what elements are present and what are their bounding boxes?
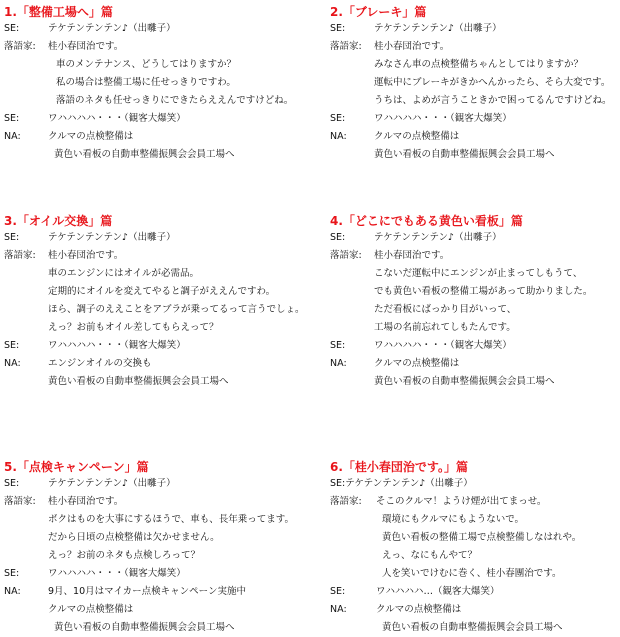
script-line	[4, 92, 304, 110]
line-text: 黄色い看板の自動車整備振興会会員工場へ	[48, 376, 229, 387]
speaker-label: 落語家:	[330, 496, 362, 507]
speaker-label: SE:	[4, 113, 20, 124]
script-line	[330, 547, 620, 565]
line-text: 黄色い看板の自動車整備振興会会員工場へ	[54, 622, 235, 633]
script-line	[330, 56, 620, 74]
script-section-2	[330, 4, 620, 164]
line-text: 黄色い看板の自動車整備振興会会員工場へ	[374, 149, 555, 160]
line-text: 9月、10月はマイカー点検キャンペーン実施中	[48, 586, 246, 597]
line-text: 黄色い看板の整備工場で点検整備しなはれや。	[382, 532, 582, 543]
script-line	[330, 529, 620, 547]
line-text: えっ？お前のネタも点検しろって？	[48, 550, 201, 561]
speaker-label: SE:	[4, 340, 20, 351]
line-text: クルマの点検整備は	[48, 604, 134, 615]
script-line	[330, 493, 620, 511]
speaker-label: SE:	[330, 232, 346, 243]
script-line	[4, 110, 304, 128]
script-line	[4, 337, 304, 355]
section-title: 4.「どこにでもある黄色い看板」篇	[330, 214, 523, 228]
line-text: クルマの点検整備は	[374, 358, 460, 369]
section-title: 6.「桂小春団治です。」篇	[330, 460, 468, 474]
line-text: 黄色い看板の自動車整備振興会会員工場へ	[54, 149, 235, 160]
speaker-label: 落語家:	[4, 496, 36, 507]
speaker-label: SE:	[330, 113, 346, 124]
speaker-label: SE:	[330, 340, 346, 351]
speaker-label: SE:テケテンテンテン♪（出囃子）	[330, 478, 473, 489]
line-text: 定期的にオイルを変えてやると調子がええんですわ。	[48, 286, 276, 297]
script-line	[330, 92, 620, 110]
script-line	[330, 128, 620, 146]
speaker-label: NA:	[4, 131, 21, 142]
script-line	[4, 146, 304, 164]
line-text: ワハハハハ・・・（観客大爆笑）	[48, 113, 186, 124]
speaker-label: SE:	[330, 586, 346, 597]
line-text: テケテンテンテン♪（出囃子）	[48, 478, 176, 489]
script-line	[4, 619, 304, 637]
speaker-label: NA:	[4, 586, 21, 597]
script-line	[330, 355, 620, 373]
script-section-1	[4, 4, 304, 164]
line-text: ただ看板にばっかり目がいって、	[374, 304, 517, 315]
script-line	[4, 601, 304, 619]
line-text: 黄色い看板の自動車整備振興会会員工場へ	[382, 622, 563, 633]
script-line	[330, 319, 620, 337]
script-line	[4, 301, 304, 319]
speaker-label: 落語家:	[330, 41, 362, 52]
script-line	[4, 565, 304, 583]
speaker-label: 落語家:	[4, 250, 36, 261]
speaker-label: NA:	[330, 131, 347, 142]
speaker-label: NA:	[4, 358, 21, 369]
line-text: 環境にもクルマにもようないで。	[382, 514, 525, 525]
line-text: ワハハハハ・・・（観客大爆笑）	[374, 340, 512, 351]
script-line	[4, 475, 304, 493]
script-line	[4, 373, 304, 391]
line-text: こないだ運転中にエンジンが止まってしもうて、	[374, 268, 583, 279]
script-line	[4, 583, 304, 601]
script-line	[330, 601, 620, 619]
line-text: 黄色い看板の自動車整備振興会会員工場へ	[374, 376, 555, 387]
script-line	[4, 247, 304, 265]
line-text: えっ、なにもんやて？	[382, 550, 478, 561]
speaker-label: SE:	[330, 23, 346, 34]
script-section-6	[330, 459, 620, 637]
script-line	[330, 511, 620, 529]
script-line	[4, 20, 304, 38]
script-line	[330, 301, 620, 319]
script-line	[330, 247, 620, 265]
line-text: 人を笑いでけむに巻く、桂小春團治です。	[382, 568, 562, 579]
script-line	[330, 229, 620, 247]
speaker-label: SE:	[4, 568, 20, 579]
section-title: 1.「整備工場へ」篇	[4, 5, 113, 19]
script-line	[330, 565, 620, 583]
line-text: えっ？お前もオイル差してもらえって？	[48, 322, 219, 333]
speaker-label: 落語家:	[330, 250, 362, 261]
script-line	[330, 337, 620, 355]
line-text: テケテンテンテン♪（出囃子）	[48, 23, 176, 34]
script-line	[330, 20, 620, 38]
script-line	[4, 74, 304, 92]
line-text: 桂小春団治です。	[374, 250, 450, 261]
script-line	[4, 319, 304, 337]
script-line	[330, 283, 620, 301]
line-text: ほら、調子のええことをアブラが乗ってるって言うでしょ。	[48, 304, 305, 315]
script-line	[4, 547, 304, 565]
line-text: ワハハハハ・・・（観客大爆笑）	[374, 113, 512, 124]
script-line	[330, 265, 620, 283]
speaker-label: NA:	[330, 604, 347, 615]
line-text: クルマの点検整備は	[376, 604, 462, 615]
line-text: クルマの点検整備は	[48, 131, 134, 142]
script-line	[4, 265, 304, 283]
line-text: 車のエンジンにはオイルが必需品。	[48, 268, 200, 279]
section-title: 2.「ブレーキ」篇	[330, 5, 427, 19]
section-title: 3.「オイル交換」篇	[4, 214, 113, 228]
line-text: でも黄色い看板の整備工場があって助かりました。	[374, 286, 593, 297]
line-text: クルマの点検整備は	[374, 131, 460, 142]
line-text: エンジンオイルの交換も	[48, 358, 152, 369]
line-text: 車のメンテナンス、どうしてはりますか？	[56, 59, 237, 70]
script-line	[4, 529, 304, 547]
line-text: 桂小春団治です。	[48, 496, 124, 507]
line-text: うちは、よめが言うこときかで困ってるんですけどね。	[374, 95, 612, 106]
line-text: 桂小春団治です。	[48, 41, 124, 52]
script-line	[4, 355, 304, 373]
script-section-5	[4, 459, 304, 637]
script-line	[330, 146, 620, 164]
script-line	[330, 74, 620, 92]
script-line	[4, 283, 304, 301]
speaker-label: SE:	[4, 232, 20, 243]
script-line	[330, 373, 620, 391]
section-title: 5.「点検キャンペーン」篇	[4, 460, 149, 474]
line-text: ワハハハハ…（観客大爆笑）	[376, 586, 500, 597]
speaker-label: NA:	[330, 358, 347, 369]
line-text: 私の場合は整備工場に任せっきりですわ。	[56, 77, 236, 88]
line-text: みなさん車の点検整備ちゃんとしてはりますか？	[374, 59, 584, 70]
line-text: テケテンテンテン♪（出囃子）	[48, 232, 176, 243]
line-text: ワハハハハ・・・（観客大爆笑）	[48, 340, 186, 351]
line-text: 桂小春団治です。	[374, 41, 450, 52]
line-text: 工場の名前忘れてしもたんです。	[374, 322, 516, 333]
script-line	[330, 110, 620, 128]
speaker-label: 落語家:	[4, 41, 36, 52]
line-text: ワハハハハ・・・（観客大爆笑）	[48, 568, 186, 579]
line-text: 桂小春団治です。	[48, 250, 124, 261]
line-text: 落語のネタも任せっきりにできたらええんですけどね。	[56, 95, 294, 106]
line-text: テケテンテンテン♪（出囃子）	[374, 232, 502, 243]
speaker-label: SE:	[4, 478, 20, 489]
script-line	[4, 493, 304, 511]
script-line	[4, 56, 304, 74]
line-text: テケテンテンテン♪（出囃子）	[374, 23, 502, 34]
line-text: そこのクルマ！ようけ煙が出てまっせ。	[376, 496, 547, 507]
script-line	[4, 229, 304, 247]
script-section-4	[330, 213, 620, 391]
line-text: だから日頃の点検整備は欠かせません。	[48, 532, 220, 543]
script-line	[4, 38, 304, 56]
line-text: 運転中にブレーキがきかへんかったら、そら大変です。	[374, 77, 611, 88]
script-line	[330, 583, 620, 601]
speaker-label: SE:	[4, 23, 20, 34]
script-line	[330, 619, 620, 637]
line-text: ボクはものを大事にするほうで、車も、長年乗ってます。	[48, 514, 295, 525]
script-section-3	[4, 213, 304, 391]
script-line	[4, 511, 304, 529]
script-line	[330, 475, 620, 493]
script-line	[4, 128, 304, 146]
script-line	[330, 38, 620, 56]
